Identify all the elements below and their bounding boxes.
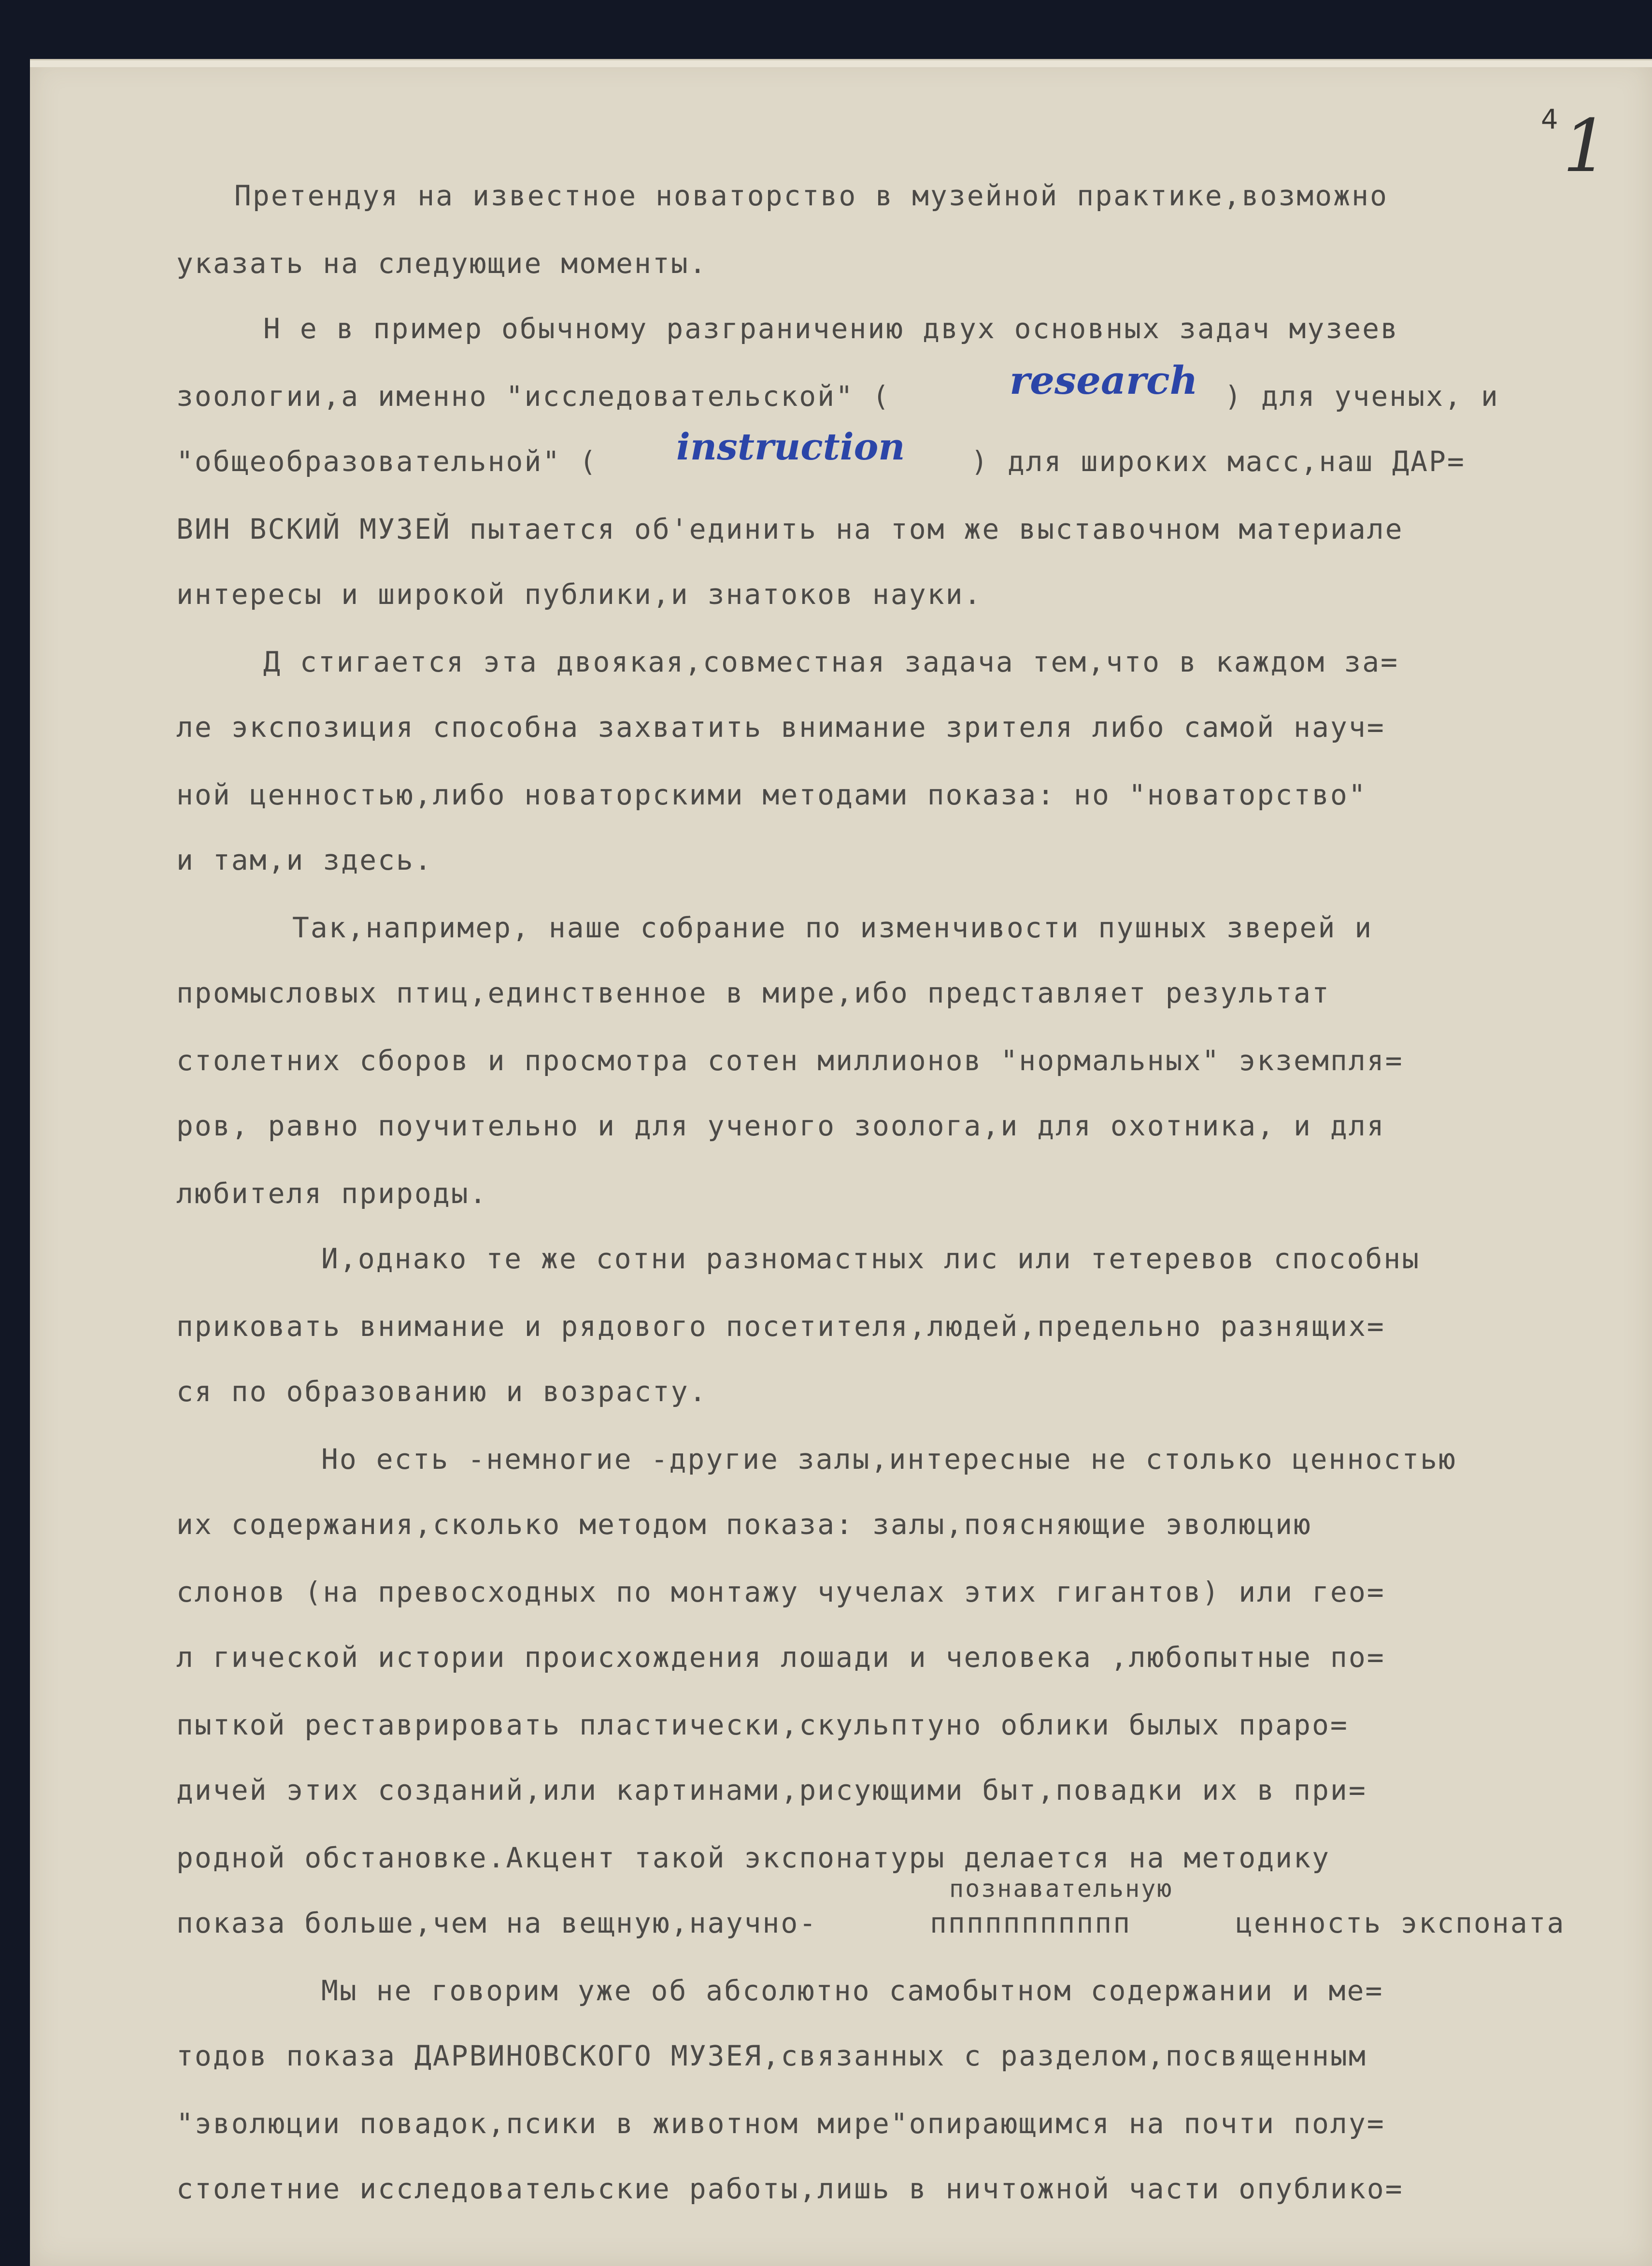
text-line-8: Д стигается эта двоякая,совместная задача тем,что в каждом за=	[263, 645, 1399, 678]
text-line-31: столетние исследовательские работы,лишь в ничтожной части опублико=	[176, 2172, 1404, 2205]
text-line-17: И,однако те же сотни разномастных лис или тетеревов способны	[321, 1242, 1421, 1275]
text-line-9: ле экспозиция способна захватить внимание зрителя либо самой науч=	[176, 711, 1385, 744]
text-line-18: приковать внимание и рядового посетителя,людей,предельно разнящих=	[176, 1310, 1385, 1343]
text-line-20: Но есть -немногие -другие залы,интересные не столько ценностью	[321, 1443, 1457, 1476]
text-line-24: пыткой реставрировать пластически,скульптуно облики былых праро=	[176, 1708, 1349, 1741]
text-line-3: Н е в пример обычному разграничению двух основных задач музеев	[263, 312, 1399, 345]
handwritten-research: research	[1010, 358, 1198, 403]
text-line-5: "общеобразовательной" (	[176, 445, 598, 478]
text-line-4-tail: ) для ученых, и	[1225, 380, 1499, 413]
text-line-25: дичей этих созданий,или картинами,рисующими быт,повадки их в при=	[176, 1774, 1367, 1807]
strikethrough-text: ппппппппппп	[930, 1907, 1132, 1939]
text-line-19: ся по образованию и возрасту.	[176, 1375, 708, 1408]
text-line-1: Претендуя на известное новаторство в музейной практике,возможно	[234, 179, 1388, 212]
text-line-29: тодов показа ДАРВИНОВСКОГО МУЗЕЯ,связанных с разделом,посвященным	[176, 2039, 1367, 2072]
text-line-4: зоологии,а именно "исследовательской" (	[176, 380, 891, 413]
text-line-6: ВИН ВСКИЙ МУЗЕЙ пытается об'единить на том же выставочном материале	[176, 513, 1404, 545]
page-number-handwritten: 1	[1563, 104, 1609, 188]
text-line-15: ров, равно поучительно и для ученого зоолога,и для охотника, и для	[176, 1109, 1385, 1142]
page-number: 4	[1541, 104, 1558, 135]
text-line-16: любителя природы.	[176, 1177, 488, 1210]
text-line-22: слонов (на превосходных по монтажу чучелах этих гигантов) или гео=	[176, 1576, 1385, 1608]
text-line-7: интересы и широкой публики,и знатоков науки.	[176, 578, 983, 611]
interlinear-insert: познавательную	[949, 1875, 1173, 1903]
text-line-2: указать на следующие моменты.	[176, 247, 708, 280]
text-line-27: показа больше,чем на вещную,научно-	[176, 1907, 818, 1939]
text-line-5-tail: ) для широких масс,наш ДАР=	[971, 445, 1466, 478]
page-top-edge	[30, 59, 1652, 67]
text-line-30: "эволюции повадок,псики в животном мире"опирающимся на почти полу=	[176, 2107, 1385, 2140]
text-line-10: ной ценностью,либо новаторскими методами показа: но "новаторство"	[176, 778, 1367, 811]
text-line-27-tail: ценность экспоната	[1217, 1907, 1566, 1939]
text-line-12: Так,например, наше собрание по изменчивости пушных зверей и	[292, 911, 1373, 944]
text-line-28: Мы не говорим уже об абсолютно самобытном содержании и ме=	[321, 1974, 1384, 2007]
text-line-13: промысловых птиц,единственное в мире,ибо представляет результат	[176, 976, 1330, 1009]
text-line-14: столетних сборов и просмотра сотен миллионов "нормальных" экземпля=	[176, 1044, 1404, 1077]
handwritten-instruction: instruction	[676, 425, 905, 468]
text-line-11: и там,и здесь.	[176, 844, 433, 876]
text-line-21: их содержания,сколько методом показа: залы,поясняющие эволюцию	[176, 1508, 1312, 1541]
text-line-23: л гической истории происхождения лошади и человека ,любопытные по=	[176, 1641, 1385, 1674]
text-line-26: родной обстановке.Акцент такой экспонатуры делается на методику	[176, 1841, 1330, 1874]
